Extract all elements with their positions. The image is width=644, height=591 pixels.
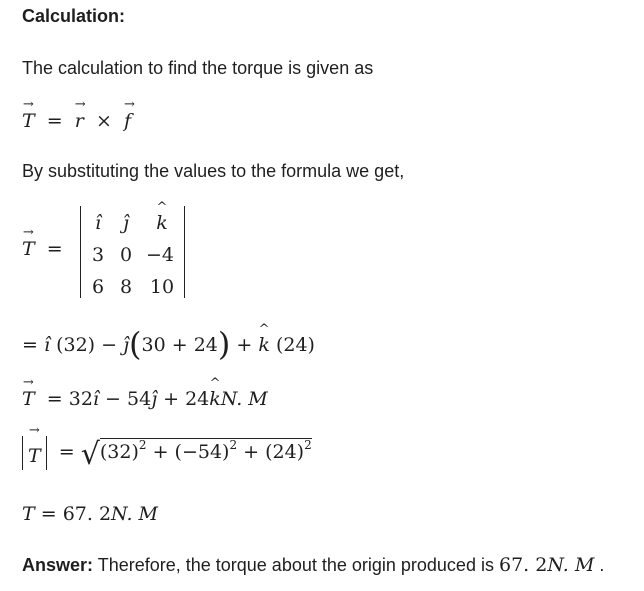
final-result: T = 67. 2N. M: [22, 503, 158, 525]
result-vector-line: → T = 32î − 54ĵ + 24 ^ kN. M: [22, 375, 268, 410]
force-vector: → f: [124, 97, 135, 132]
det-cell-i: î: [94, 212, 102, 234]
magnitude-bars: → T: [22, 436, 47, 470]
cross-symbol: ×: [95, 110, 112, 132]
answer-line: Answer: Therefore, the torque about the origin produced is 67. 2N. M .: [22, 554, 605, 576]
determinant-lhs: → T =: [22, 225, 63, 260]
intro-text: The calculation to find the torque is given as: [22, 58, 374, 78]
det-cell: 8: [119, 276, 133, 298]
det-cell: 0: [119, 244, 133, 266]
determinant-matrix: [80, 200, 185, 298]
det-cell: 3: [91, 244, 105, 266]
answer-value: 67. 2N. M: [498, 554, 595, 576]
det-cell-j: ĵ: [123, 212, 129, 234]
answer-label: Answer:: [22, 555, 94, 575]
substitute-text: By substituting the values to the formula we get,: [22, 161, 405, 181]
equals-sign: =: [46, 110, 63, 132]
answer-text: Therefore, the torque about the origin produced is: [97, 555, 494, 575]
torque-formula: [22, 97, 135, 132]
position-vector: → r: [74, 97, 86, 132]
magnitude-line: → $T = √(32)^2 + (-54)^2 + (24)^2$: [22, 436, 312, 472]
det-cell-k: ^ k: [156, 200, 168, 234]
det-cell: 10: [149, 276, 175, 298]
det-cell: −4: [145, 244, 174, 266]
det-cell: 6: [91, 276, 105, 298]
calculation-heading: Calculation:: [22, 6, 126, 26]
sqrt-symbol: √: [80, 437, 100, 472]
torque-vector: → T: [22, 97, 35, 132]
expansion-line: = î (32) − ĵ(30 + 24) + ^ k (24): [22, 322, 315, 363]
